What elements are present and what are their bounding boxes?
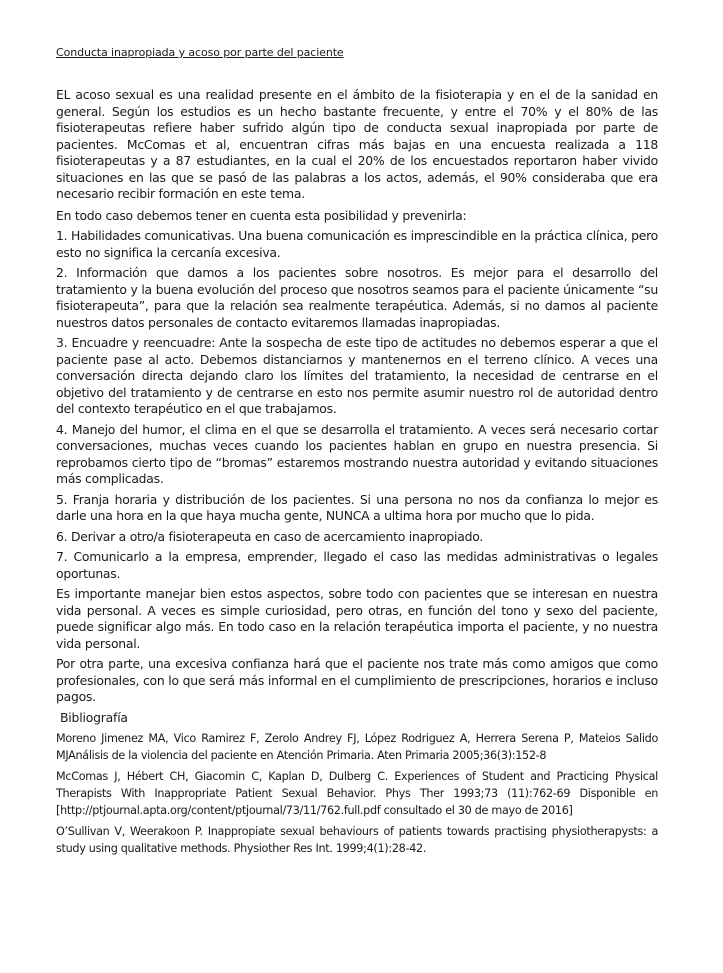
intro-paragraph: EL acoso sexual es una realidad presente en el ámbito de la fisioterapia y en el de la sanidad en general. Según los estudios es un hecho bastante frecuente, y entre el 70% y el 80% de las fisioterapeutas refiere haber sufrido algún tipo de conducta sexual inapropiada por parte de pacientes. McComas et al, encuentran cifras más bajas en una encuesta realizada a 118 fisioterapeutas y a 87 estudiantes, en la cual el 20% de los encuestados reportaron haber vivido situaciones en las que se pasó de las palabras a los actos, además, el 90% consideraba que era necesario recibir formación en este tema. [56, 87, 658, 201]
document-title: Conducta inapropiada y acoso por parte del paciente [56, 46, 344, 59]
prevention-intro-paragraph: En todo caso debemos tener en cuenta esta posibilidad y prevenirla: [56, 207, 467, 223]
bibliography-heading: Bibliografía [60, 709, 128, 725]
list-item-humor: 4. Manejo del humor, el clima en el que se desarrolla el tratamiento. A veces será necesario cortar conversaciones, muchas veces cuando los pacientes hablan en grupo en nuestra presencia. Si reprobamos cierto tipo de “bromas” estaremos mostrando nuestra autoridad y evitando situaciones más complicadas. [56, 421, 658, 486]
list-item-report: 7. Comunicarlo a la empresa, emprender, llegado el caso las medidas administrativas o legales oportunas. [56, 549, 658, 581]
list-item-framing: 3. Encuadre y reencuadre: Ante la sospecha de este tipo de actitudes no debemos esperar a que el paciente pase al acto. Debemos distanciarnos y mantenernos en el terreno clínico. A veces una conversación directa dejando claro los límites del tratamiento, la necesidad de centrarse en el objetivo del tratamiento y de centrarse en esto nos permite asumir nuestro rol de autoridad dentro del contexto terapéutico en el que trabajamos. [56, 335, 658, 416]
reference-item: McComas J, Hébert CH, Giacomin C, Kaplan D, Dulberg C. Experiences of Student and Practicing Physical Therapists With Inappropriate Patient Sexual Behavior. Phys Ther 1993;73 (11):762-69 Disponible en [http://ptjournal.apta.org/content/ptjournal/73/11/762.full.pdf consultado el 30 de mayo de 2016] [56, 769, 658, 817]
list-item-personal-information: 2. Información que damos a los pacientes sobre nosotros. Es mejor para el desarrollo del tratamiento y la buena evolución del proceso que nosotros seamos para el paciente únicamente “su fisioterapeuta”, para que la relación sea realmente terapéutica. Además, si no damos al paciente nuestros datos personales de contacto evitaremos llamadas inapropiadas. [56, 265, 658, 330]
trust-paragraph: Por otra parte, una excesiva confianza hará que el paciente nos trate más como amigos que como profesionales, con lo que será más informal en el cumplimiento de prescripciones, horarios e incluso pagos. [56, 656, 658, 704]
personal-life-paragraph: Es importante manejar bien estos aspectos, sobre todo con pacientes que se interesan en nuestra vida personal. A veces es simple curiosidad, pero otras, en función del tono y sexo del paciente, puede significar algo más. En todo caso en la relación terapéutica importa el paciente, y no nuestra vida personal. [56, 586, 658, 651]
list-item-communication-skills: 1. Habilidades comunicativas. Una buena comunicación es imprescindible en la práctica clínica, pero esto no significa la cercanía excesiva. [56, 228, 658, 260]
document-page [56, 46, 658, 861]
list-item-refer: 6. Derivar a otro/a fisioterapeuta en caso de acercamiento inapropiado. [56, 528, 483, 544]
reference-item: Moreno Jimenez MA, Vico Ramirez F, Zerolo Andrey FJ, López Rodriguez A, Herrera Serena P, Mateios Salido MJAnálisis de la violencia del paciente en Atención Primaria. Aten Primaria 2005;36(3):152-8 [56, 731, 658, 762]
list-item-schedule: 5. Franja horaria y distribución de los pacientes. Si una persona no nos da confianza lo mejor es darle una hora en la que haya mucha gente, NUNCA a ultima hora por mucho que lo pida. [56, 491, 658, 523]
reference-item: O’Sullivan V, Weerakoon P. Inappropiate sexual behaviours of patients towards practising physiotherapysts: a study using qualitative methods. Physiother Res Int. 1999;4(1):28-42. [56, 824, 658, 855]
